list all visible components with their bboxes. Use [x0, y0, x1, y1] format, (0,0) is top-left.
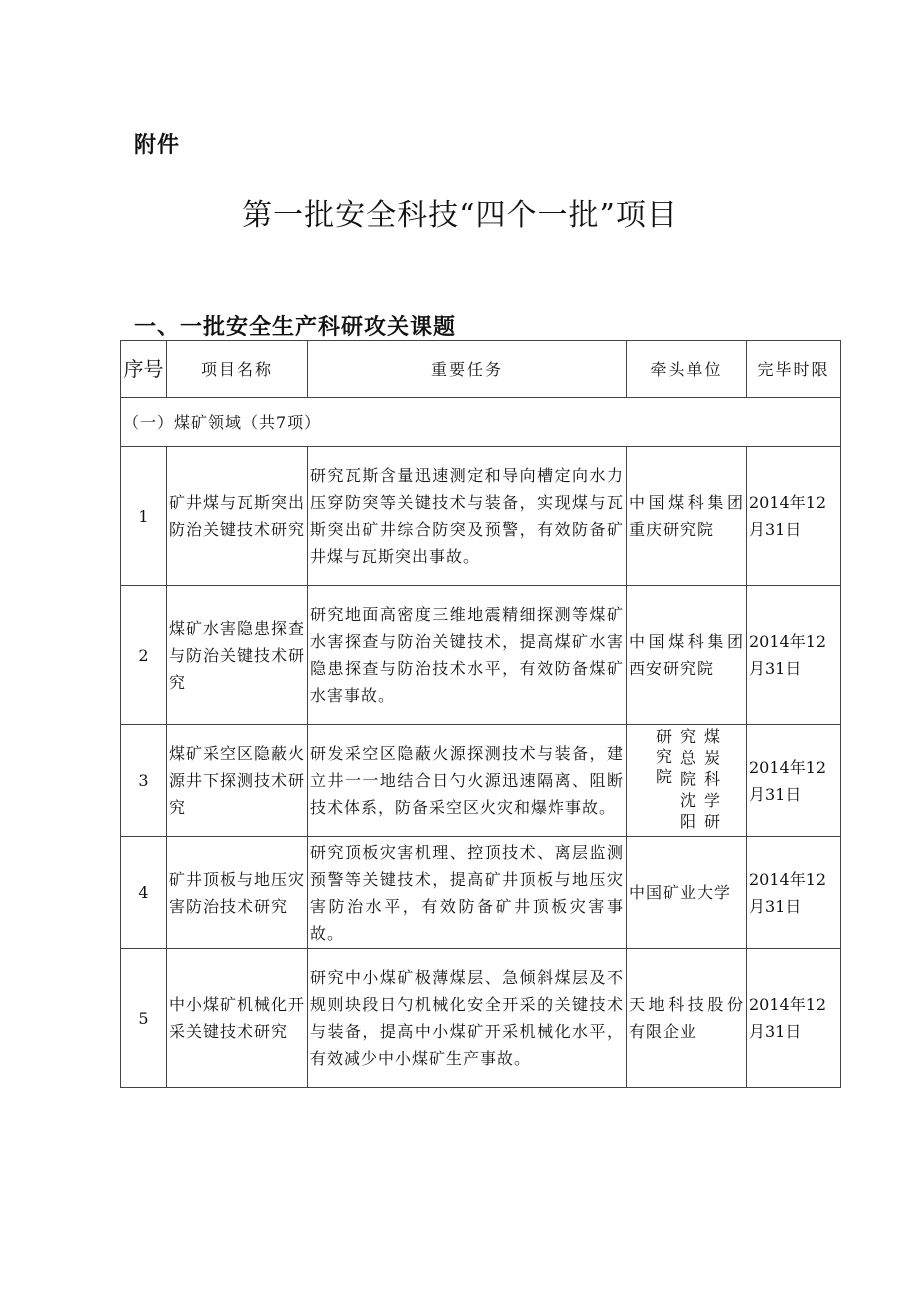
table-header-row	[121, 341, 841, 398]
header-task: 重要任务	[308, 341, 627, 398]
row-time: 2014年12月31日	[747, 447, 841, 586]
row-seq: 1	[121, 447, 167, 586]
header-seq: 序号	[121, 341, 167, 398]
row-unit: 中国煤科集团重庆研究院	[627, 447, 747, 586]
row-time: 2014年12月31日	[747, 949, 841, 1088]
row-task: 研究中小煤矿极薄煤层、急倾斜煤层及不规则块段日勺机械化安全开采的关键技术与装备，提高中小煤矿开采机械化水平，有效减少中小煤矿生产事故。	[308, 949, 627, 1088]
row-seq: 5	[121, 949, 167, 1088]
header-time: 完毕时限	[747, 341, 841, 398]
table-row	[121, 837, 841, 949]
row-seq: 2	[121, 586, 167, 725]
row-time: 2014年12月31日	[747, 837, 841, 949]
row-task: 研究顶板灾害机理、控顶技术、离层监测预警等关键技术，提高矿井顶板与地压灾害防治水平，有效防备矿井顶板灾害事故。	[308, 837, 627, 949]
row-unit: 中国煤科集团西安研究院	[627, 586, 747, 725]
row-unit: 煤炭科学研究总院沈阳研究院	[653, 728, 721, 833]
row-time: 2014年12月31日	[747, 725, 841, 837]
project-table	[120, 340, 841, 1088]
table-row	[121, 949, 841, 1088]
row-task: 研究地面高密度三维地震精细探测等煤矿水害探查与防治关键技术，提高煤矿水害隐患探查与防治技术水平，有效防备煤矿水害事故。	[308, 586, 627, 725]
table-row	[121, 586, 841, 725]
table-row	[121, 725, 841, 837]
row-seq: 3	[121, 725, 167, 837]
row-task: 研究瓦斯含量迅速测定和导向槽定向水力压穿防突等关键技术与装备，实现煤与瓦斯突出矿井综合防突及预警，有效防备矿井煤与瓦斯突出事故。	[308, 447, 627, 586]
row-unit: 中国矿业大学	[627, 837, 747, 949]
row-name: 矿井顶板与地压灾害防治技术研究	[167, 837, 308, 949]
attachment-label: 附件	[134, 133, 181, 158]
section-heading: 一、一批安全生产科研攻关课题	[134, 315, 457, 340]
row-unit-cell	[627, 725, 747, 837]
category-row	[121, 398, 841, 447]
header-name: 项目名称	[167, 341, 308, 398]
row-task: 研发采空区隐蔽火源探测技术与装备，建立井一一地结合日勺火源迅速隔离、阻断技术体系，防备采空区火灾和爆炸事故。	[308, 725, 627, 837]
row-name: 煤矿采空区隐蔽火源井下探测技术研究	[167, 725, 308, 837]
table-row	[121, 447, 841, 586]
row-unit: 天地科技股份有限企业	[627, 949, 747, 1088]
row-time: 2014年12月31日	[747, 586, 841, 725]
header-unit: 牵头单位	[627, 341, 747, 398]
row-name: 中小煤矿机械化开采关键技术研究	[167, 949, 308, 1088]
row-name: 煤矿水害隐患探查与防治关键技术研究	[167, 586, 308, 725]
row-seq: 4	[121, 837, 167, 949]
row-name: 矿井煤与瓦斯突出防治关键技术研究	[167, 447, 308, 586]
document-title: 第一批安全科技“四个一批”项目	[242, 198, 678, 233]
category-label: （一）煤矿领域（共7项）	[121, 398, 841, 447]
